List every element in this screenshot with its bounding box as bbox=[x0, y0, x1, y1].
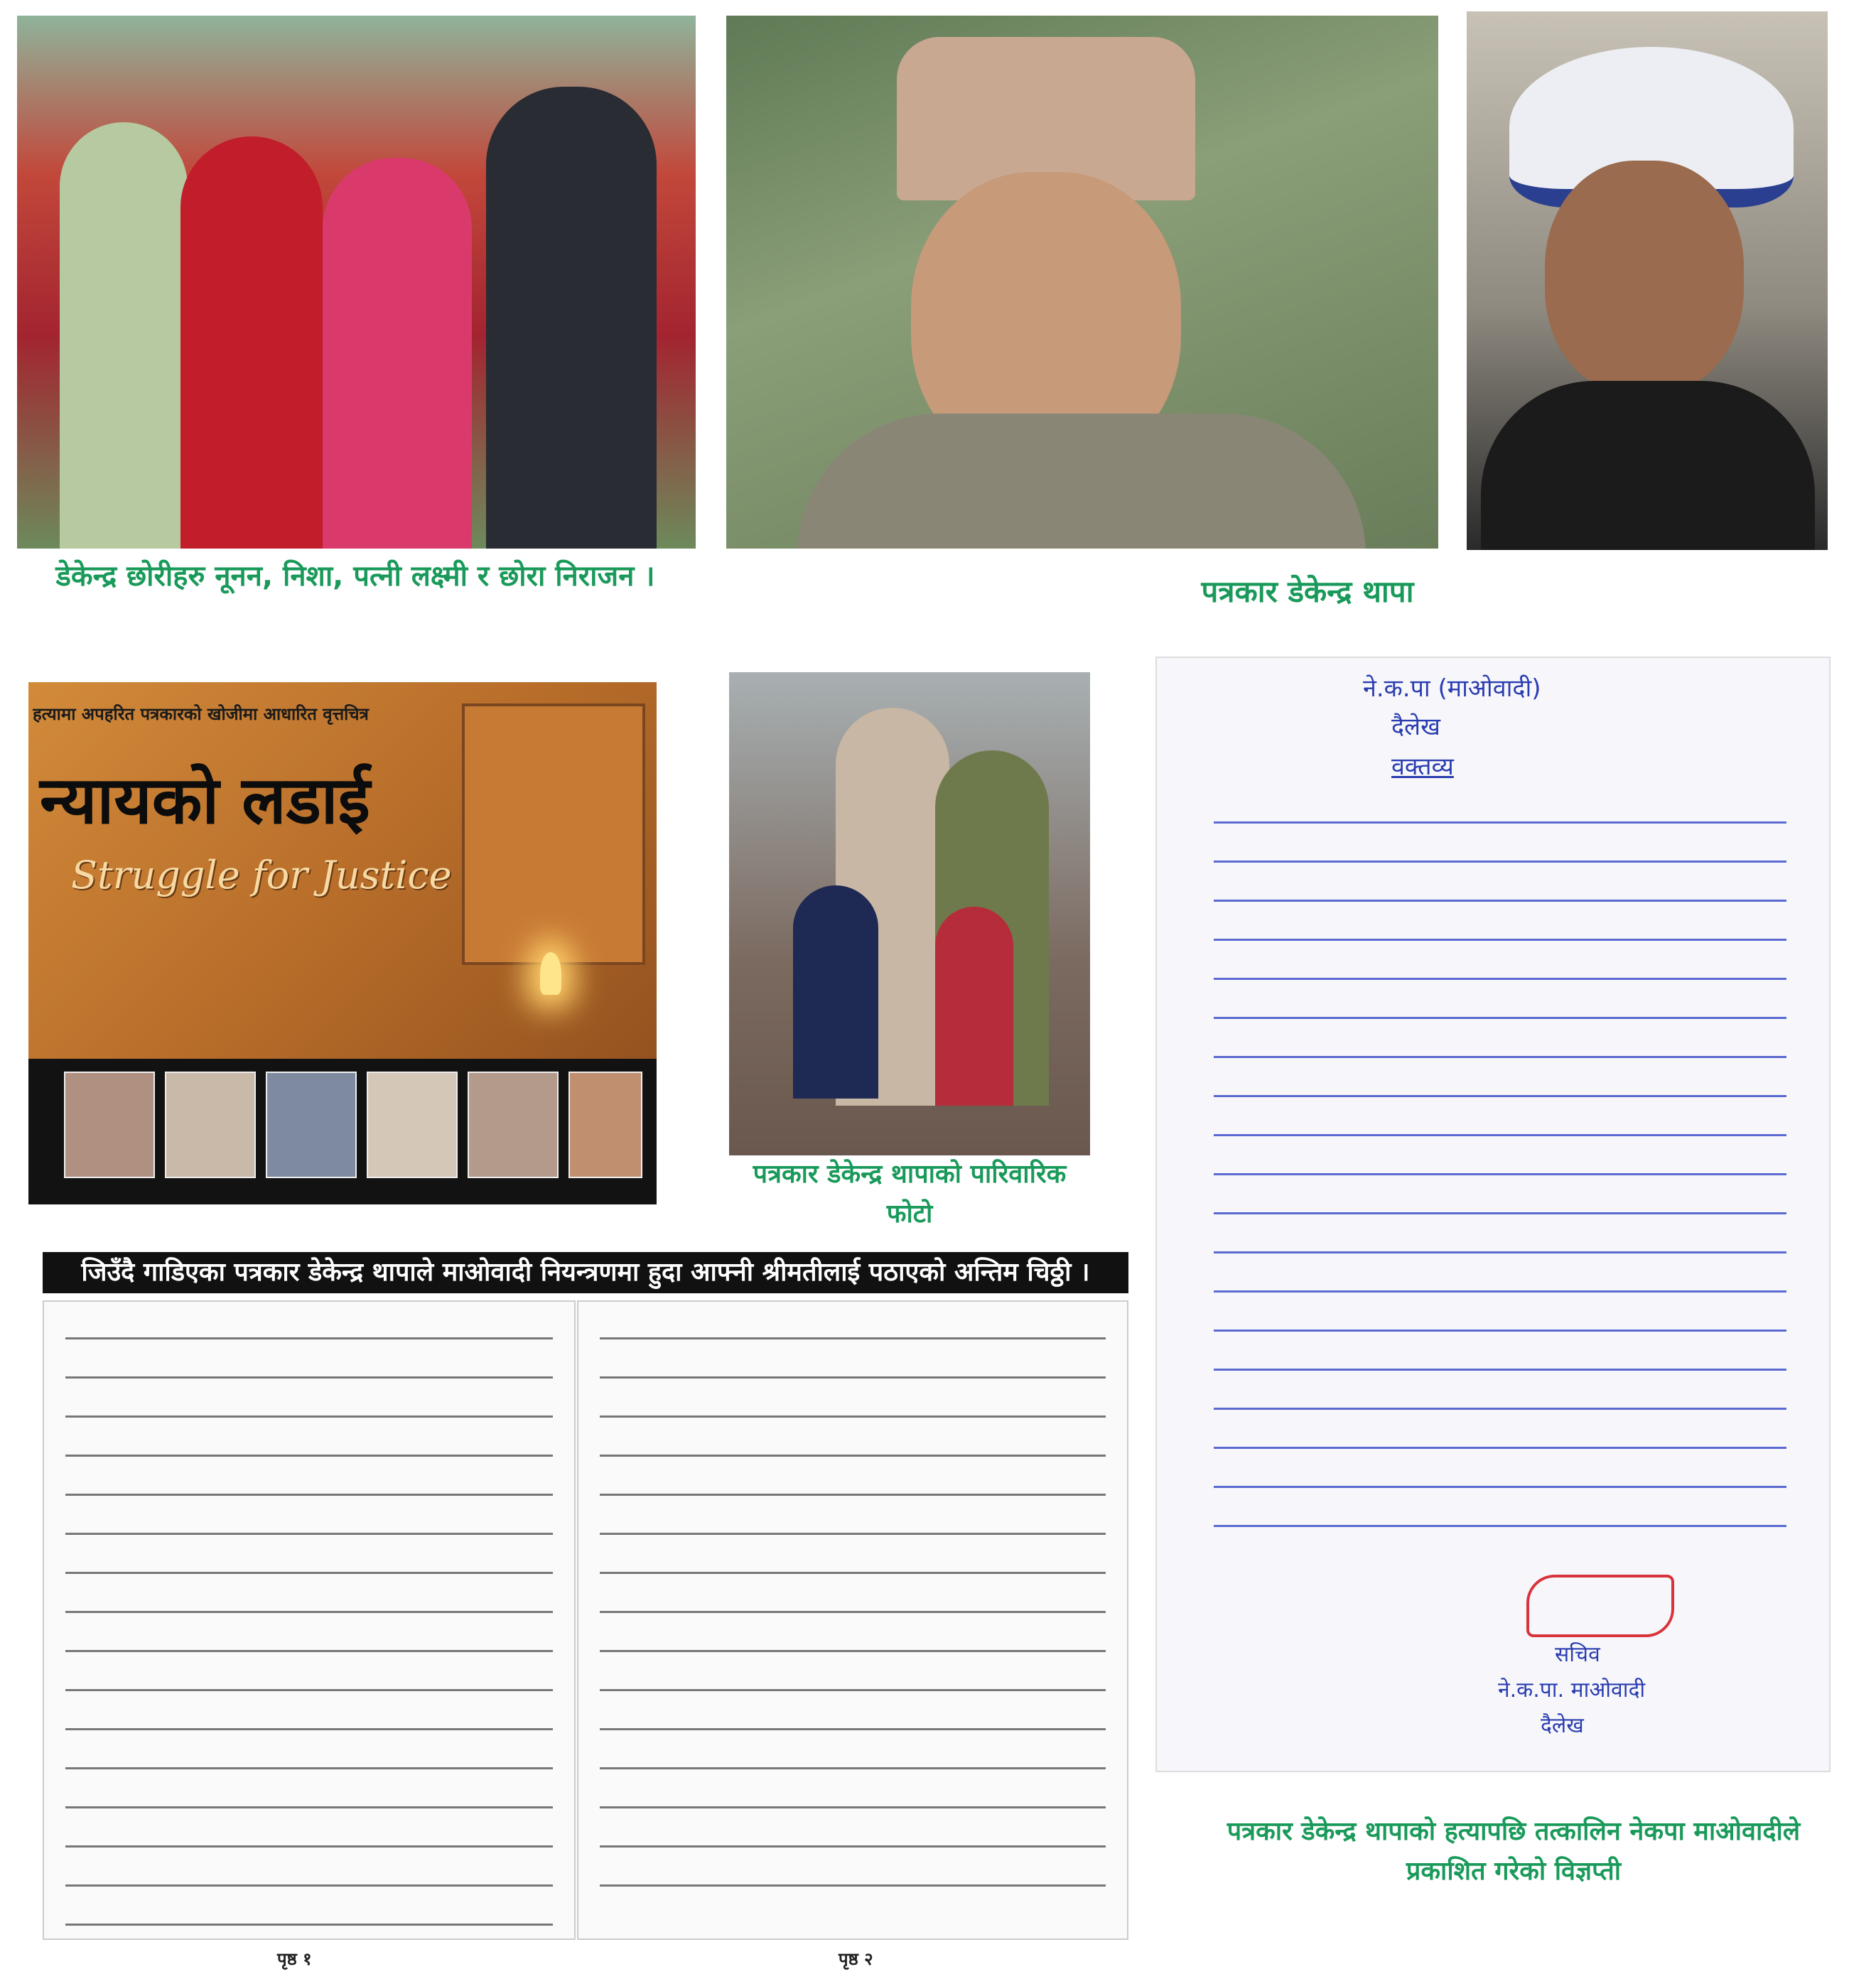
film-thumb bbox=[266, 1072, 357, 1178]
letter-page-1-label: पृष्ठ १ bbox=[277, 1949, 312, 1969]
candle-icon bbox=[540, 952, 561, 995]
person-silhouette bbox=[60, 122, 188, 549]
poster-top-line: हत्यामा अपहरित पत्रकारको खोजीमा आधारित वृत्तचित्र bbox=[33, 704, 369, 724]
face bbox=[1545, 161, 1744, 395]
film-thumb bbox=[165, 1072, 256, 1178]
notice-sign-org: ने.क.पा. माओवादी bbox=[1498, 1678, 1646, 1703]
notice-sign-label: सचिव bbox=[1555, 1642, 1600, 1667]
shirt bbox=[1481, 381, 1815, 550]
film-thumb bbox=[568, 1072, 642, 1178]
notice-sign-place: दैलेख bbox=[1541, 1713, 1584, 1738]
journalist-portrait-topi bbox=[726, 16, 1438, 549]
letter-page-2-label: पृष्ठ २ bbox=[839, 1949, 873, 1969]
child-silhouette bbox=[935, 907, 1013, 1106]
caption-family-recent: डेकेन्द्र छोरीहरु नूनन, निशा, पत्नी लक्ष्मी र छोरा निराजन । bbox=[55, 560, 655, 593]
poster-subtitle: Struggle for Justice bbox=[71, 853, 452, 897]
family-photo-old bbox=[729, 672, 1090, 1155]
person-silhouette bbox=[486, 87, 657, 549]
child-silhouette bbox=[793, 885, 878, 1099]
letter-page-1 bbox=[43, 1300, 576, 1940]
notice-district: दैलेख bbox=[1391, 713, 1440, 741]
letter-banner: जिउँदै गाडिएका पत्रकार डेकेन्द्र थापाले माओवादी नियन्त्रणमा हुदा आफ्नी श्रीमतीलाई पठाएको अन्तिम चिठ्ठी । bbox=[43, 1252, 1128, 1293]
journalist-portrait-hat bbox=[1467, 11, 1828, 550]
caption-notice: पत्रकार डेकेन्द्र थापाको हत्यापछि तत्कालिन नेकपा माओवादीले प्रकाशित गरेको विज्ञप्ती bbox=[1227, 1817, 1801, 1886]
signature-stamp bbox=[1526, 1575, 1674, 1637]
poster-title: न्यायको लडाई bbox=[40, 762, 370, 838]
film-thumb bbox=[367, 1072, 458, 1178]
film-thumb bbox=[64, 1072, 155, 1178]
jacket bbox=[797, 414, 1366, 549]
notice-heading: ने.क.पा (माओवादी) bbox=[1363, 674, 1541, 703]
person-silhouette bbox=[180, 136, 323, 549]
letter-page-2 bbox=[577, 1300, 1128, 1940]
family-photo-recent bbox=[17, 16, 696, 549]
notice-title: वक्तव्य bbox=[1391, 753, 1454, 781]
film-thumb bbox=[468, 1072, 559, 1178]
caption-family-old: पत्रकार डेकेन्द्र थापाको पारिवारिक फोटो bbox=[753, 1160, 1067, 1229]
portrait-frame bbox=[462, 703, 645, 965]
maoist-statement-document bbox=[1155, 657, 1831, 1772]
caption-journalist: पत्रकार डेकेन्द्र थापा bbox=[1201, 574, 1414, 609]
person-silhouette bbox=[323, 158, 472, 549]
